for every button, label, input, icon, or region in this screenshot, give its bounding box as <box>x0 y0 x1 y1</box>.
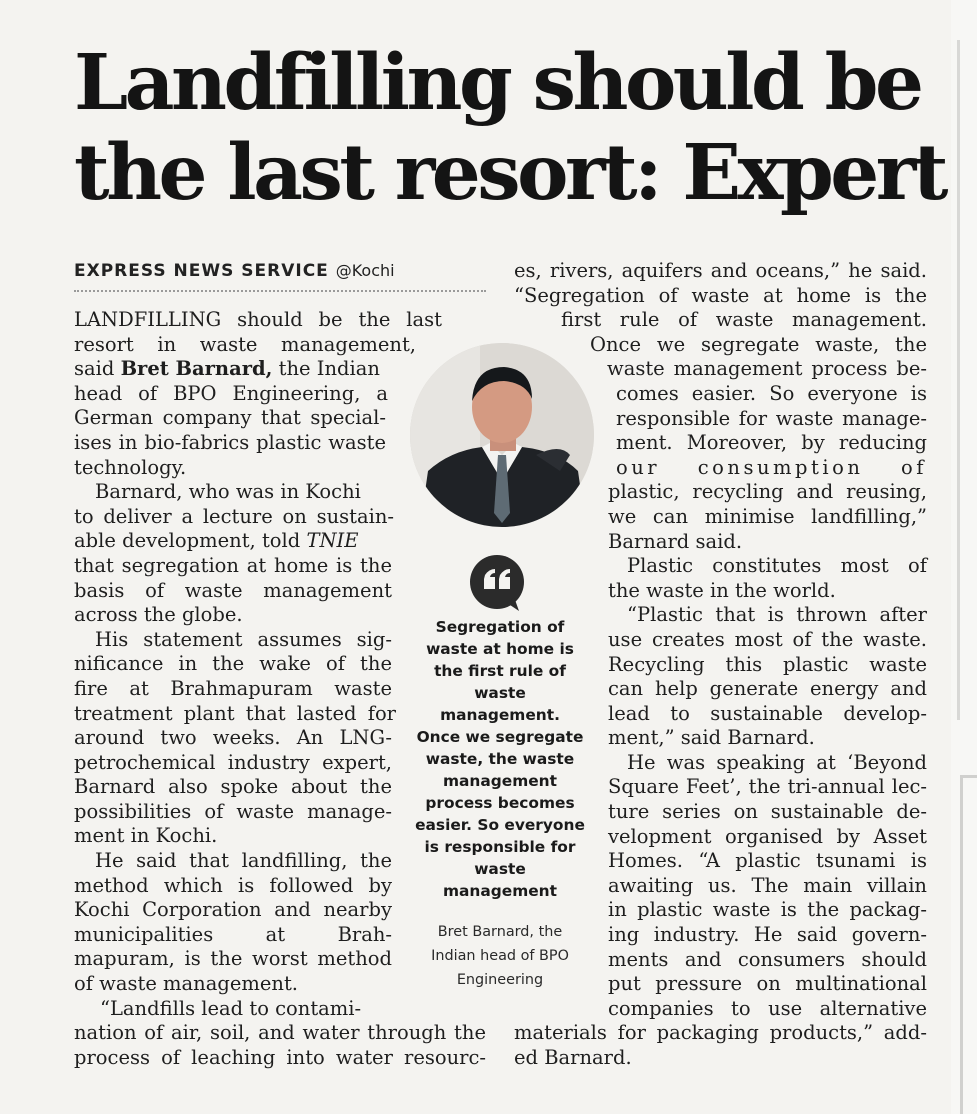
text-line: German company that special- <box>74 406 386 430</box>
text-line: mapuram, is the worst method <box>74 947 392 971</box>
text-line: velopment organised by Asset <box>608 824 927 848</box>
text-line: able development, told TNIE <box>74 529 359 553</box>
text-line: His statement assumes sig- <box>95 627 392 651</box>
text-line: Recycling this plastic waste <box>608 652 927 676</box>
text-line: ment,” said Barnard. <box>608 726 815 750</box>
text-line: basis of waste management <box>74 578 392 602</box>
text-line: “Landfills lead to contami- <box>100 996 362 1020</box>
headline <box>74 38 945 218</box>
text-line: to deliver a lecture on sustain- <box>74 504 394 528</box>
text-line: es, rivers, aquifers and oceans,” he said. <box>514 259 927 282</box>
text-line: our consumption of <box>616 455 927 479</box>
article-column-2 <box>512 259 927 1071</box>
text-line: technology. <box>74 455 187 479</box>
text-line: “Segregation of waste at home is the <box>514 283 927 307</box>
text-line: Plastic constitutes most of <box>627 554 927 578</box>
text-line: resort in waste management, <box>74 332 416 356</box>
pull-quote-line: Segregation of <box>435 618 565 636</box>
adjacent-box-border <box>960 775 963 1114</box>
text-line: of waste management. <box>74 972 299 996</box>
text-line: use creates most of the waste. <box>608 627 927 651</box>
text-line: across the globe. <box>74 603 243 627</box>
text-line: head of BPO Engineering, a <box>74 381 388 405</box>
text-line: can help generate energy and <box>608 677 927 701</box>
text-line: Barnard, who was in Kochi <box>95 480 361 504</box>
text-line: ture series on sustainable de- <box>608 800 927 824</box>
text-line: waste management process be- <box>607 357 927 381</box>
pull-quote-line: waste <box>474 860 526 878</box>
text-line: process of leaching into water resourc- <box>74 1045 486 1069</box>
pull-quote-line: management. <box>440 706 560 724</box>
page-edge <box>951 0 977 1114</box>
byline-agency: EXPRESS NEWS SERVICE <box>74 261 329 281</box>
text-line: fire at Brahmapuram waste <box>74 676 392 700</box>
caption-line: Bret Barnard, the <box>437 924 563 940</box>
caption-line: Engineering <box>456 972 544 988</box>
pull-quote-line: process becomes <box>425 794 575 812</box>
text-line: treatment plant that lasted for <box>74 701 396 725</box>
text-line: materials for packaging products,” add- <box>514 1021 927 1045</box>
headline-line: the last resort: Expert <box>74 128 945 218</box>
text-line: nation of air, soil, and water through the <box>74 1021 486 1045</box>
text-line: LANDFILLING should be the last <box>74 308 442 331</box>
text-line: said Bret Barnard, the Indian <box>74 357 380 381</box>
pull-quote-line: Once we segregate <box>416 728 584 746</box>
text-line: first rule of waste management. <box>561 308 927 332</box>
text-line: He was speaking at ‘Beyond <box>627 750 927 774</box>
text-line: Homes. “A plastic tsunami is <box>608 849 927 873</box>
text-line: ing industry. He said govern- <box>608 923 927 947</box>
text-line: responsible for waste manage- <box>616 406 927 430</box>
text-line: Barnard also spoke about the <box>74 775 392 799</box>
pull-quote-line: the first rule of <box>434 662 566 680</box>
text-line: ment in Kochi. <box>74 824 218 848</box>
text-line: ments and consumers should <box>608 947 927 971</box>
text-line: ed Barnard. <box>514 1046 632 1069</box>
pull-quote-line: easier. So everyone <box>415 816 585 834</box>
text-line: comes easier. So everyone is <box>616 381 927 405</box>
text-line: the waste in the world. <box>608 578 836 602</box>
pull-quote-line: management <box>442 772 557 790</box>
text-line: nificance in the wake of the <box>74 652 392 676</box>
column-divider <box>957 40 960 720</box>
pull-quote-line: waste <box>474 684 526 702</box>
text-line: lead to sustainable develop- <box>608 701 927 725</box>
text-line: in plastic waste is the packag- <box>608 898 927 922</box>
pull-quote-line: waste, the waste <box>425 750 575 768</box>
text-line: possibilities of waste manage- <box>74 799 392 823</box>
text-line: companies to use alternative <box>608 996 927 1020</box>
text-line: Kochi Corporation and nearby <box>74 898 392 922</box>
headline-line: Landfilling should be <box>74 38 921 128</box>
text-line: awaiting us. The main villain <box>608 873 927 897</box>
text-line: plastic, recycling and reusing, <box>608 480 927 504</box>
text-line: Once we segregate waste, the <box>590 332 927 356</box>
text-line: we can minimise landfilling,” <box>608 504 927 528</box>
text-line: “Plastic that is thrown after <box>627 603 927 627</box>
byline-location: @Kochi <box>335 261 395 280</box>
text-line: put pressure on multinational <box>608 972 927 996</box>
text-line: ises in bio-fabrics plastic waste <box>74 430 386 454</box>
text-line: He said that landfilling, the <box>95 849 392 873</box>
text-line: Barnard said. <box>608 529 743 553</box>
byline-divider <box>74 290 486 292</box>
byline <box>74 261 395 281</box>
text-line: ment. Moreover, by reducing <box>616 431 927 455</box>
text-line: petrochemical industry expert, <box>74 750 392 774</box>
pull-quote-line: waste at home is <box>426 640 574 658</box>
pull-quote-line: is responsible for <box>424 838 576 856</box>
text-line: around two weeks. An LNG- <box>74 726 392 750</box>
pull-quote-line: management <box>442 882 557 900</box>
text-line: Square Feet’, the tri-annual lec- <box>608 775 927 799</box>
text-line: method which is followed by <box>74 873 392 897</box>
text-line: municipalities at Brah- <box>74 922 392 946</box>
caption-line: Indian head of BPO <box>431 948 569 964</box>
text-line: that segregation at home is the <box>74 553 392 577</box>
